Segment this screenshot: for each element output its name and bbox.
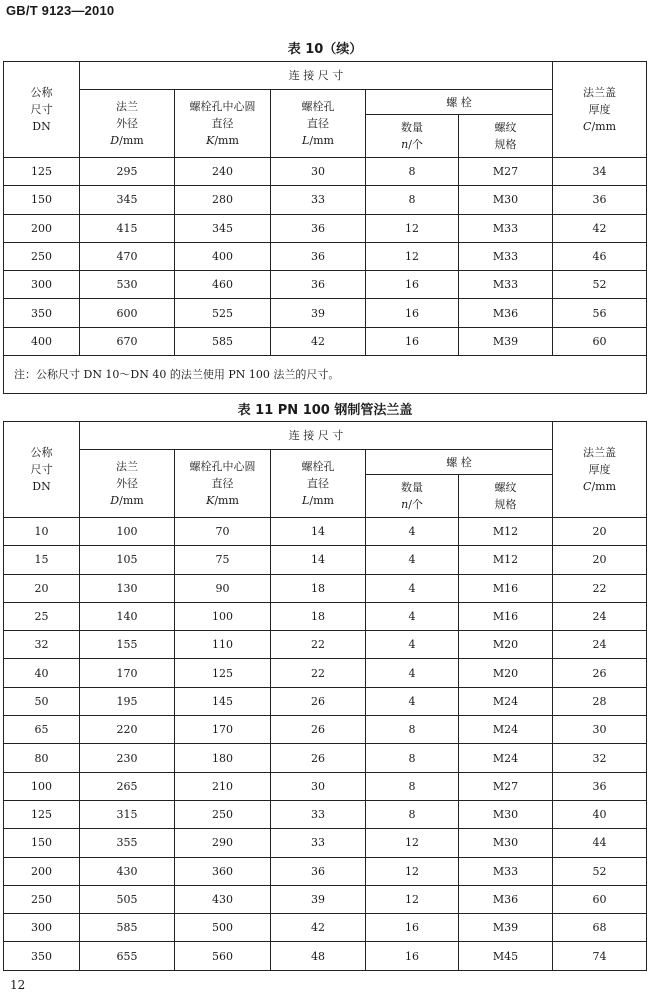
cell-dn: 40: [4, 659, 80, 687]
cell-cover-thickness: 46: [553, 242, 647, 270]
table-row: [4, 885, 647, 913]
header-bolts: 螺 栓: [366, 90, 553, 115]
cell-bolt-hole: 36: [271, 214, 366, 242]
cell-bolt-qty: 4: [366, 518, 459, 546]
table-row: [4, 687, 647, 715]
cell-thread: M27: [459, 158, 553, 186]
cell-cover-thickness: 24: [553, 602, 647, 630]
cell-flange-od: 130: [80, 574, 175, 602]
cell-bolt-hole: 14: [271, 518, 366, 546]
cell-bolt-qty: 8: [366, 716, 459, 744]
cell-dn: 10: [4, 518, 80, 546]
cell-bolt-circle: 250: [175, 800, 271, 828]
cell-thread: M33: [459, 214, 553, 242]
cell-bolt-hole: 39: [271, 885, 366, 913]
cell-bolt-qty: 16: [366, 914, 459, 942]
cell-bolt-circle: 460: [175, 271, 271, 299]
cell-thread: M20: [459, 631, 553, 659]
cell-thread: M16: [459, 602, 553, 630]
cell-cover-thickness: 34: [553, 158, 647, 186]
cell-flange-od: 355: [80, 829, 175, 857]
table-row: [4, 299, 647, 327]
cell-dn: 20: [4, 574, 80, 602]
table-10-note: 注：公称尺寸 DN 10～DN 40 的法兰使用 PN 100 法兰的尺寸。: [4, 356, 647, 394]
cell-bolt-hole: 48: [271, 942, 366, 970]
header-bolt-circle: 螺栓孔中心圆 直径 K/mm: [175, 90, 271, 158]
cell-bolt-qty: 12: [366, 857, 459, 885]
cell-thread: M12: [459, 546, 553, 574]
cell-thread: M30: [459, 186, 553, 214]
cell-thread: M33: [459, 242, 553, 270]
cell-bolt-qty: 12: [366, 242, 459, 270]
cell-cover-thickness: 40: [553, 800, 647, 828]
cell-bolt-hole: 30: [271, 772, 366, 800]
cell-dn: 350: [4, 299, 80, 327]
cell-cover-thickness: 36: [553, 186, 647, 214]
table-10-caption: 表 10（续）: [287, 42, 363, 57]
cell-dn: 300: [4, 914, 80, 942]
cell-bolt-qty: 8: [366, 158, 459, 186]
cell-dn: 150: [4, 186, 80, 214]
cell-bolt-hole: 42: [271, 327, 366, 355]
table-row: [4, 158, 647, 186]
cell-flange-od: 345: [80, 186, 175, 214]
cell-dn: 400: [4, 327, 80, 355]
header-cover-thickness: 法兰盖 厚度 C/mm: [553, 422, 647, 518]
table-row: [4, 744, 647, 772]
cell-bolt-qty: 4: [366, 574, 459, 602]
cell-flange-od: 100: [80, 518, 175, 546]
cell-bolt-circle: 145: [175, 687, 271, 715]
cell-thread: M20: [459, 659, 553, 687]
cell-dn: 150: [4, 829, 80, 857]
header-connection-dimensions: 连 接 尺 寸: [80, 422, 553, 450]
cell-bolt-hole: 30: [271, 158, 366, 186]
table-row: [4, 242, 647, 270]
cell-bolt-circle: 500: [175, 914, 271, 942]
cell-bolt-circle: 180: [175, 744, 271, 772]
cell-bolt-circle: 110: [175, 631, 271, 659]
cell-flange-od: 155: [80, 631, 175, 659]
cell-bolt-circle: 430: [175, 885, 271, 913]
cell-thread: M24: [459, 744, 553, 772]
cell-bolt-qty: 12: [366, 885, 459, 913]
cell-bolt-qty: 4: [366, 659, 459, 687]
cell-cover-thickness: 30: [553, 716, 647, 744]
cell-bolt-qty: 8: [366, 772, 459, 800]
table-11: [3, 421, 647, 971]
table-row: [4, 659, 647, 687]
cell-bolt-qty: 16: [366, 942, 459, 970]
cell-bolt-circle: 400: [175, 242, 271, 270]
table-row: [4, 631, 647, 659]
cell-flange-od: 265: [80, 772, 175, 800]
header-bolt-quantity: 数量 n/个: [366, 115, 459, 158]
cell-thread: M39: [459, 327, 553, 355]
cell-cover-thickness: 52: [553, 857, 647, 885]
cell-bolt-hole: 33: [271, 800, 366, 828]
cell-bolt-qty: 4: [366, 602, 459, 630]
header-bolt-hole: 螺栓孔 直径 L/mm: [271, 90, 366, 158]
cell-thread: M27: [459, 772, 553, 800]
cell-thread: M30: [459, 800, 553, 828]
header-thread-size: 螺纹 规格: [459, 115, 553, 158]
table-row: [4, 214, 647, 242]
cell-bolt-qty: 12: [366, 214, 459, 242]
table-row: [4, 800, 647, 828]
cell-dn: 300: [4, 271, 80, 299]
cell-cover-thickness: 60: [553, 885, 647, 913]
cell-bolt-hole: 39: [271, 299, 366, 327]
cell-bolt-circle: 360: [175, 857, 271, 885]
cell-bolt-hole: 36: [271, 271, 366, 299]
cell-bolt-circle: 560: [175, 942, 271, 970]
cell-flange-od: 655: [80, 942, 175, 970]
cell-bolt-qty: 8: [366, 186, 459, 214]
cell-dn: 125: [4, 158, 80, 186]
cell-flange-od: 430: [80, 857, 175, 885]
cell-bolt-hole: 14: [271, 546, 366, 574]
cell-dn: 100: [4, 772, 80, 800]
cell-cover-thickness: 32: [553, 744, 647, 772]
cell-cover-thickness: 20: [553, 546, 647, 574]
cell-cover-thickness: 74: [553, 942, 647, 970]
cell-bolt-hole: 22: [271, 659, 366, 687]
cell-dn: 15: [4, 546, 80, 574]
table-row: [4, 829, 647, 857]
cell-flange-od: 140: [80, 602, 175, 630]
cell-cover-thickness: 44: [553, 829, 647, 857]
cell-bolt-circle: 280: [175, 186, 271, 214]
cell-bolt-hole: 36: [271, 242, 366, 270]
cell-flange-od: 600: [80, 299, 175, 327]
cell-thread: M45: [459, 942, 553, 970]
table-11-caption: 表 11 PN 100 钢制管法兰盖: [237, 403, 413, 418]
cell-cover-thickness: 60: [553, 327, 647, 355]
cell-dn: 250: [4, 242, 80, 270]
cell-flange-od: 170: [80, 659, 175, 687]
cell-bolt-circle: 125: [175, 659, 271, 687]
cell-cover-thickness: 28: [553, 687, 647, 715]
cell-thread: M33: [459, 857, 553, 885]
cell-dn: 50: [4, 687, 80, 715]
cell-bolt-qty: 16: [366, 299, 459, 327]
cell-dn: 200: [4, 214, 80, 242]
header-bolt-hole: 螺栓孔 直径 L/mm: [271, 450, 366, 518]
cell-flange-od: 585: [80, 914, 175, 942]
cell-dn: 200: [4, 857, 80, 885]
table-row: [4, 186, 647, 214]
cell-dn: 250: [4, 885, 80, 913]
table-row: [4, 602, 647, 630]
cell-bolt-hole: 33: [271, 186, 366, 214]
header-flange-od: 法兰 外径 D/mm: [80, 90, 175, 158]
cell-bolt-circle: 170: [175, 716, 271, 744]
table-row: [4, 271, 647, 299]
cell-bolt-qty: 16: [366, 271, 459, 299]
cell-cover-thickness: 52: [553, 271, 647, 299]
cell-bolt-circle: 585: [175, 327, 271, 355]
cell-bolt-qty: 16: [366, 327, 459, 355]
cell-bolt-qty: 8: [366, 800, 459, 828]
cell-flange-od: 295: [80, 158, 175, 186]
cell-cover-thickness: 68: [553, 914, 647, 942]
table-row: [4, 574, 647, 602]
cell-thread: M36: [459, 885, 553, 913]
cell-bolt-qty: 4: [366, 546, 459, 574]
header-dn: 公称 尺寸 DN: [4, 422, 80, 518]
standard-number: GB/T 9123—2010: [6, 3, 115, 18]
cell-flange-od: 195: [80, 687, 175, 715]
cell-bolt-hole: 42: [271, 914, 366, 942]
header-bolts: 螺 栓: [366, 450, 553, 475]
cell-bolt-circle: 525: [175, 299, 271, 327]
cell-flange-od: 670: [80, 327, 175, 355]
cell-cover-thickness: 42: [553, 214, 647, 242]
table-row: [4, 857, 647, 885]
cell-cover-thickness: 56: [553, 299, 647, 327]
cell-flange-od: 505: [80, 885, 175, 913]
cell-bolt-hole: 22: [271, 631, 366, 659]
header-cover-thickness: 法兰盖 厚度 C/mm: [553, 62, 647, 158]
cell-flange-od: 530: [80, 271, 175, 299]
cell-flange-od: 230: [80, 744, 175, 772]
cell-bolt-hole: 36: [271, 857, 366, 885]
cell-dn: 350: [4, 942, 80, 970]
cell-dn: 25: [4, 602, 80, 630]
cell-bolt-circle: 210: [175, 772, 271, 800]
cell-bolt-hole: 18: [271, 602, 366, 630]
cell-bolt-circle: 70: [175, 518, 271, 546]
table-10: [3, 61, 647, 394]
table-row: [4, 716, 647, 744]
cell-thread: M30: [459, 829, 553, 857]
header-bolt-quantity: 数量 n/个: [366, 475, 459, 518]
cell-dn: 65: [4, 716, 80, 744]
cell-bolt-qty: 8: [366, 744, 459, 772]
header-dn: 公称 尺寸 DN: [4, 62, 80, 158]
cell-flange-od: 105: [80, 546, 175, 574]
header-thread-size: 螺纹 规格: [459, 475, 553, 518]
cell-flange-od: 315: [80, 800, 175, 828]
cell-bolt-hole: 18: [271, 574, 366, 602]
table-row: [4, 772, 647, 800]
cell-cover-thickness: 36: [553, 772, 647, 800]
cell-bolt-circle: 345: [175, 214, 271, 242]
cell-bolt-circle: 290: [175, 829, 271, 857]
cell-bolt-hole: 26: [271, 716, 366, 744]
cell-thread: M24: [459, 687, 553, 715]
cell-thread: M33: [459, 271, 553, 299]
cell-bolt-hole: 26: [271, 744, 366, 772]
cell-bolt-circle: 100: [175, 602, 271, 630]
cell-cover-thickness: 26: [553, 659, 647, 687]
table-row: [4, 914, 647, 942]
cell-thread: M36: [459, 299, 553, 327]
cell-dn: 32: [4, 631, 80, 659]
cell-bolt-hole: 26: [271, 687, 366, 715]
table-row: [4, 327, 647, 355]
cell-thread: M24: [459, 716, 553, 744]
cell-dn: 80: [4, 744, 80, 772]
cell-thread: M12: [459, 518, 553, 546]
cell-flange-od: 470: [80, 242, 175, 270]
cell-dn: 125: [4, 800, 80, 828]
cell-bolt-qty: 12: [366, 829, 459, 857]
header-bolt-circle: 螺栓孔中心圆 直径 K/mm: [175, 450, 271, 518]
cell-bolt-circle: 90: [175, 574, 271, 602]
cell-cover-thickness: 24: [553, 631, 647, 659]
cell-bolt-circle: 240: [175, 158, 271, 186]
cell-flange-od: 415: [80, 214, 175, 242]
page-number: 12: [10, 978, 26, 992]
cell-cover-thickness: 20: [553, 518, 647, 546]
cell-bolt-hole: 33: [271, 829, 366, 857]
cell-bolt-qty: 4: [366, 631, 459, 659]
table-row: [4, 518, 647, 546]
cell-cover-thickness: 22: [553, 574, 647, 602]
table-row: [4, 942, 647, 970]
cell-bolt-qty: 4: [366, 687, 459, 715]
cell-thread: M16: [459, 574, 553, 602]
table-row: [4, 546, 647, 574]
header-connection-dimensions: 连 接 尺 寸: [80, 62, 553, 90]
cell-flange-od: 220: [80, 716, 175, 744]
header-flange-od: 法兰 外径 D/mm: [80, 450, 175, 518]
cell-bolt-circle: 75: [175, 546, 271, 574]
cell-thread: M39: [459, 914, 553, 942]
